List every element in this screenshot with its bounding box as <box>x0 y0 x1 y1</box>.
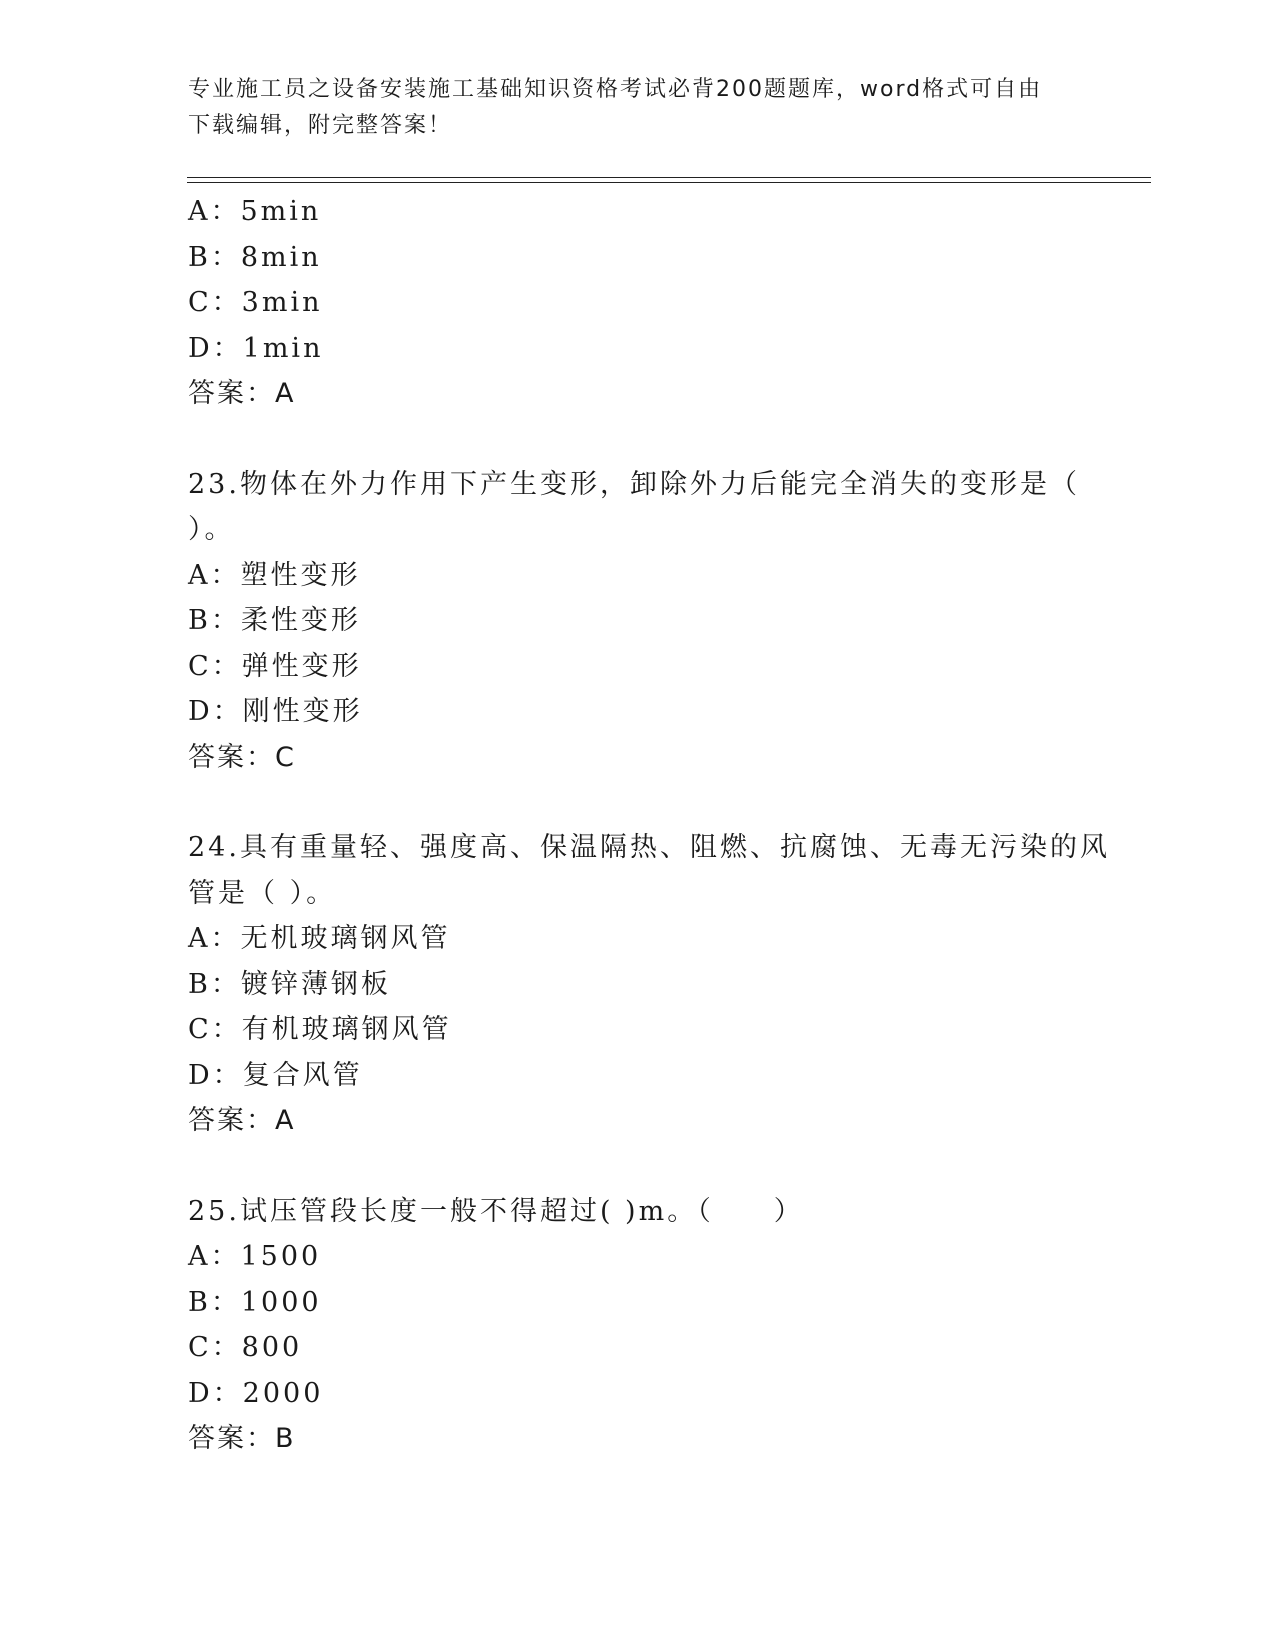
spacer <box>188 417 1108 462</box>
option-text: 无机玻璃钢风管 <box>240 923 451 954</box>
option-key: D： <box>188 696 243 727</box>
option-text: 镀锌薄钢板 <box>240 968 391 1000</box>
option-key: D： <box>188 332 243 364</box>
answer-line: 答案：C <box>188 741 296 773</box>
question-text-line-1: 24.具有重量轻、强度高、保温隔热、阻燃、抗腐蚀、无毒无污染的风 <box>188 832 1110 863</box>
option-b <box>188 1280 1108 1326</box>
option-text: 800 <box>241 1332 303 1363</box>
question-text-line-2: 管是（ ）。 <box>188 877 337 909</box>
question-25 <box>188 1189 1108 1462</box>
option-text: 柔性变形 <box>240 605 361 636</box>
option-d <box>188 689 1108 735</box>
option-text: 2000 <box>242 1377 324 1409</box>
option-text: 刚性变形 <box>242 696 363 727</box>
option-d <box>188 326 1108 372</box>
option-c <box>188 1325 1108 1371</box>
option-a <box>188 553 1108 599</box>
option-text: 弹性变形 <box>241 650 362 682</box>
question-text-line-1: 23.物体在外力作用下产生变形，卸除外力后能完全消失的变形是（ <box>188 468 1080 500</box>
option-key: A： <box>188 559 241 591</box>
option-text: 1min <box>242 332 324 364</box>
header-title-line-1: 专业施工员之设备安装施工基础知识资格考试必背200题题库，word格式可自由 <box>188 77 1043 102</box>
option-key: B： <box>188 241 241 273</box>
question-22 <box>188 189 1108 417</box>
option-key: A： <box>188 923 241 954</box>
option-key: C： <box>188 287 242 318</box>
option-text: 3min <box>241 287 323 318</box>
question-text-line-1: 25.试压管段长度一般不得超过( )m。（ ） <box>188 1195 804 1227</box>
option-key: A： <box>188 196 241 227</box>
option-text: 1500 <box>240 1241 322 1272</box>
option-b <box>188 235 1108 281</box>
option-text: 8min <box>240 241 322 273</box>
option-key: C： <box>188 1014 242 1045</box>
question-list <box>188 189 1108 1462</box>
option-a <box>188 1234 1108 1280</box>
header-title-line-2: 下载编辑，附完整答案！ <box>188 113 453 138</box>
option-c <box>188 1007 1108 1053</box>
option-key: D： <box>188 1059 243 1091</box>
header-divider-bottom <box>187 182 1151 183</box>
option-key: B： <box>188 605 241 636</box>
option-b <box>188 962 1108 1008</box>
answer-line: 答案：A <box>188 1105 296 1136</box>
option-key: B： <box>188 1286 241 1318</box>
option-key: A： <box>188 1241 241 1272</box>
answer-line: 答案：A <box>188 378 296 409</box>
question-23 <box>188 462 1108 781</box>
option-c <box>188 280 1108 326</box>
option-text: 1000 <box>240 1286 322 1318</box>
question-24 <box>188 825 1108 1144</box>
option-key: B： <box>188 968 241 1000</box>
option-key: C： <box>188 650 242 682</box>
option-text: 5min <box>240 196 322 227</box>
option-a <box>188 189 1108 235</box>
option-a <box>188 916 1108 962</box>
answer-line: 答案：B <box>188 1423 296 1454</box>
document-header <box>188 72 1088 144</box>
spacer <box>188 780 1108 825</box>
header-divider-top <box>187 177 1151 178</box>
option-text: 塑性变形 <box>240 559 361 591</box>
option-key: C： <box>188 1332 242 1363</box>
option-text: 有机玻璃钢风管 <box>241 1014 452 1045</box>
option-c <box>188 644 1108 690</box>
spacer <box>188 1144 1108 1189</box>
option-key: D： <box>188 1377 243 1409</box>
question-text-line-2: ）。 <box>188 514 235 545</box>
option-d <box>188 1371 1108 1417</box>
option-d <box>188 1053 1108 1099</box>
option-b <box>188 598 1108 644</box>
option-text: 复合风管 <box>242 1059 363 1091</box>
